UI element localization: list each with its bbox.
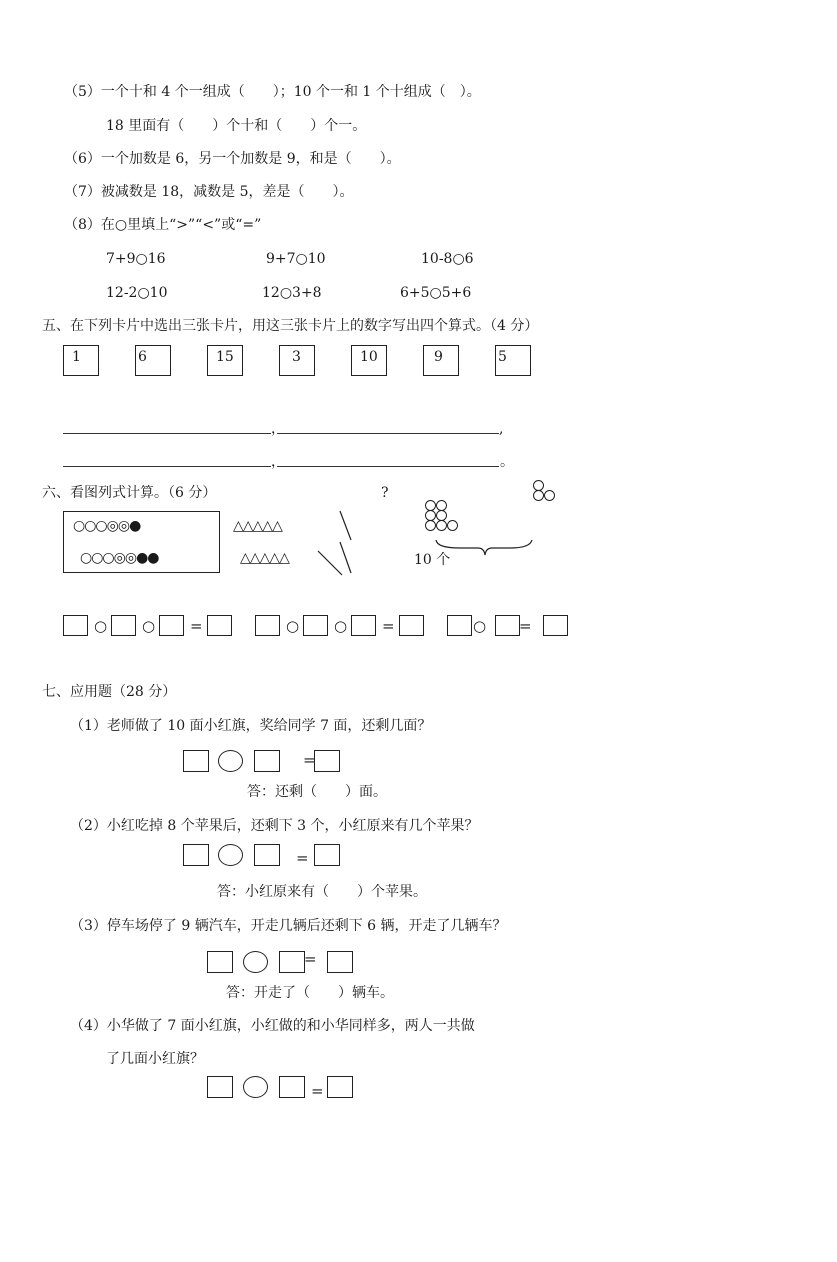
answer-1: 答：还剩（ ）面。 xyxy=(247,784,387,800)
number-card: 6 xyxy=(135,345,171,376)
small-circle-icon xyxy=(447,520,458,531)
period: 。 xyxy=(500,454,514,470)
compare-1: 7+9○16 xyxy=(106,251,166,267)
small-circle-icon xyxy=(425,520,436,531)
equals-sign: = xyxy=(190,617,203,635)
q8-text: （8）在○里填上“>”“<”或“=” xyxy=(64,217,262,233)
ten-label: 10 个 xyxy=(414,552,451,568)
answer-box[interactable] xyxy=(279,1076,305,1098)
q6-text: （6）一个加数是 6，另一个加数是 9，和是（ ）。 xyxy=(64,151,401,167)
section5-title: 五、在下列卡片中选出三张卡片，用这三张卡片上的数字写出四个算式。（4 分） xyxy=(42,318,539,334)
operator-circle[interactable]: ○ xyxy=(286,617,300,635)
number-card: 3 xyxy=(279,345,315,376)
comma: , xyxy=(499,421,504,437)
answer-box[interactable] xyxy=(351,615,376,636)
q7-4-line1: （4）小华做了 7 面小红旗，小红做的和小华同样多，两人一共做 xyxy=(70,1018,475,1034)
equals-sign: = xyxy=(304,950,317,968)
answer-box[interactable] xyxy=(303,615,328,636)
answer-box[interactable] xyxy=(399,615,424,636)
small-circle-icon xyxy=(533,490,544,501)
q5-line1: （5）一个十和 4 个一组成（ ）；10 个一和 1 个十组成（ ）。 xyxy=(64,84,481,100)
q7-3-text: （3）停车场停了 9 辆汽车，开走几辆后还剩下 6 辆，开走了几辆车？ xyxy=(70,918,507,934)
compare-3: 10-8○6 xyxy=(421,251,474,267)
operator-oval[interactable] xyxy=(218,750,243,772)
equals-sign: = xyxy=(382,617,395,635)
answer-box[interactable] xyxy=(207,1076,233,1098)
compare-6: 6+5○5+6 xyxy=(400,285,472,301)
answer-2: 答：小红原来有（ ）个苹果。 xyxy=(217,884,427,900)
answer-box[interactable] xyxy=(254,844,280,866)
answer-box[interactable] xyxy=(207,951,233,973)
section7-title: 七、应用题（28 分） xyxy=(42,684,177,700)
comma: ， xyxy=(271,421,285,437)
small-circle-icon xyxy=(436,520,447,531)
q7-2-text: （2）小红吃掉 8 个苹果后，还剩下 3 个，小红原来有几个苹果？ xyxy=(70,818,479,834)
equals-sign: = xyxy=(311,1082,324,1100)
q7-1-text: （1）老师做了 10 面小红旗，奖给同学 7 面，还剩几面？ xyxy=(70,718,432,734)
triangles-row-2: △△△△△ xyxy=(240,550,289,566)
answer-box[interactable] xyxy=(279,951,305,973)
comma: ， xyxy=(271,454,285,470)
compare-4: 12-2○10 xyxy=(106,285,168,301)
q7-text: （7）被减数是 18，减数是 5，差是（ ）。 xyxy=(64,184,354,200)
operator-oval[interactable] xyxy=(243,951,268,973)
number-card: 10 xyxy=(351,345,387,376)
small-circle-icon xyxy=(544,490,555,501)
compare-2: 9+7○10 xyxy=(266,251,326,267)
equals-sign: = xyxy=(519,617,532,635)
answer-box[interactable] xyxy=(255,615,280,636)
number-card: 15 xyxy=(207,345,243,376)
answer-box[interactable] xyxy=(254,750,280,772)
triangles-row-1: △△△△△ xyxy=(233,518,282,534)
answer-box[interactable] xyxy=(314,750,340,772)
equals-sign: = xyxy=(303,751,316,769)
section6-title: 六、看图列式计算。（6 分） xyxy=(42,485,217,501)
answer-box[interactable] xyxy=(111,615,136,636)
equals-sign: = xyxy=(296,849,309,867)
operator-circle[interactable]: ○ xyxy=(334,617,348,635)
answer-box[interactable] xyxy=(159,615,184,636)
operator-circle[interactable]: ○ xyxy=(94,617,108,635)
answer-box[interactable] xyxy=(327,1076,353,1098)
answer-3: 答：开走了（ ）辆车。 xyxy=(226,985,394,1001)
q5-line2: 18 里面有（ ）个十和（ ）个一。 xyxy=(106,118,367,134)
answer-box[interactable] xyxy=(63,615,88,636)
circles-row-1: ○○○◎◎● xyxy=(73,518,141,534)
answer-box[interactable] xyxy=(327,951,353,973)
question-mark: ? xyxy=(381,485,389,501)
circles-row-2: ○○○◎◎●● xyxy=(80,550,159,566)
compare-5: 12○3+8 xyxy=(262,285,322,301)
number-card: 1 xyxy=(63,345,99,376)
number-card: 5 xyxy=(495,345,531,376)
q7-4-line2: 了几面小红旗？ xyxy=(106,1051,204,1067)
answer-box[interactable] xyxy=(314,844,340,866)
number-card: 9 xyxy=(423,345,459,376)
answer-box[interactable] xyxy=(207,615,232,636)
operator-oval[interactable] xyxy=(243,1076,268,1098)
operator-circle[interactable]: ○ xyxy=(142,617,156,635)
operator-circle[interactable]: ○ xyxy=(473,617,487,635)
answer-box[interactable] xyxy=(183,750,209,772)
answer-box[interactable] xyxy=(543,615,568,636)
answer-box[interactable] xyxy=(447,615,472,636)
answer-box[interactable] xyxy=(495,615,520,636)
operator-oval[interactable] xyxy=(218,844,243,866)
answer-box[interactable] xyxy=(183,844,209,866)
